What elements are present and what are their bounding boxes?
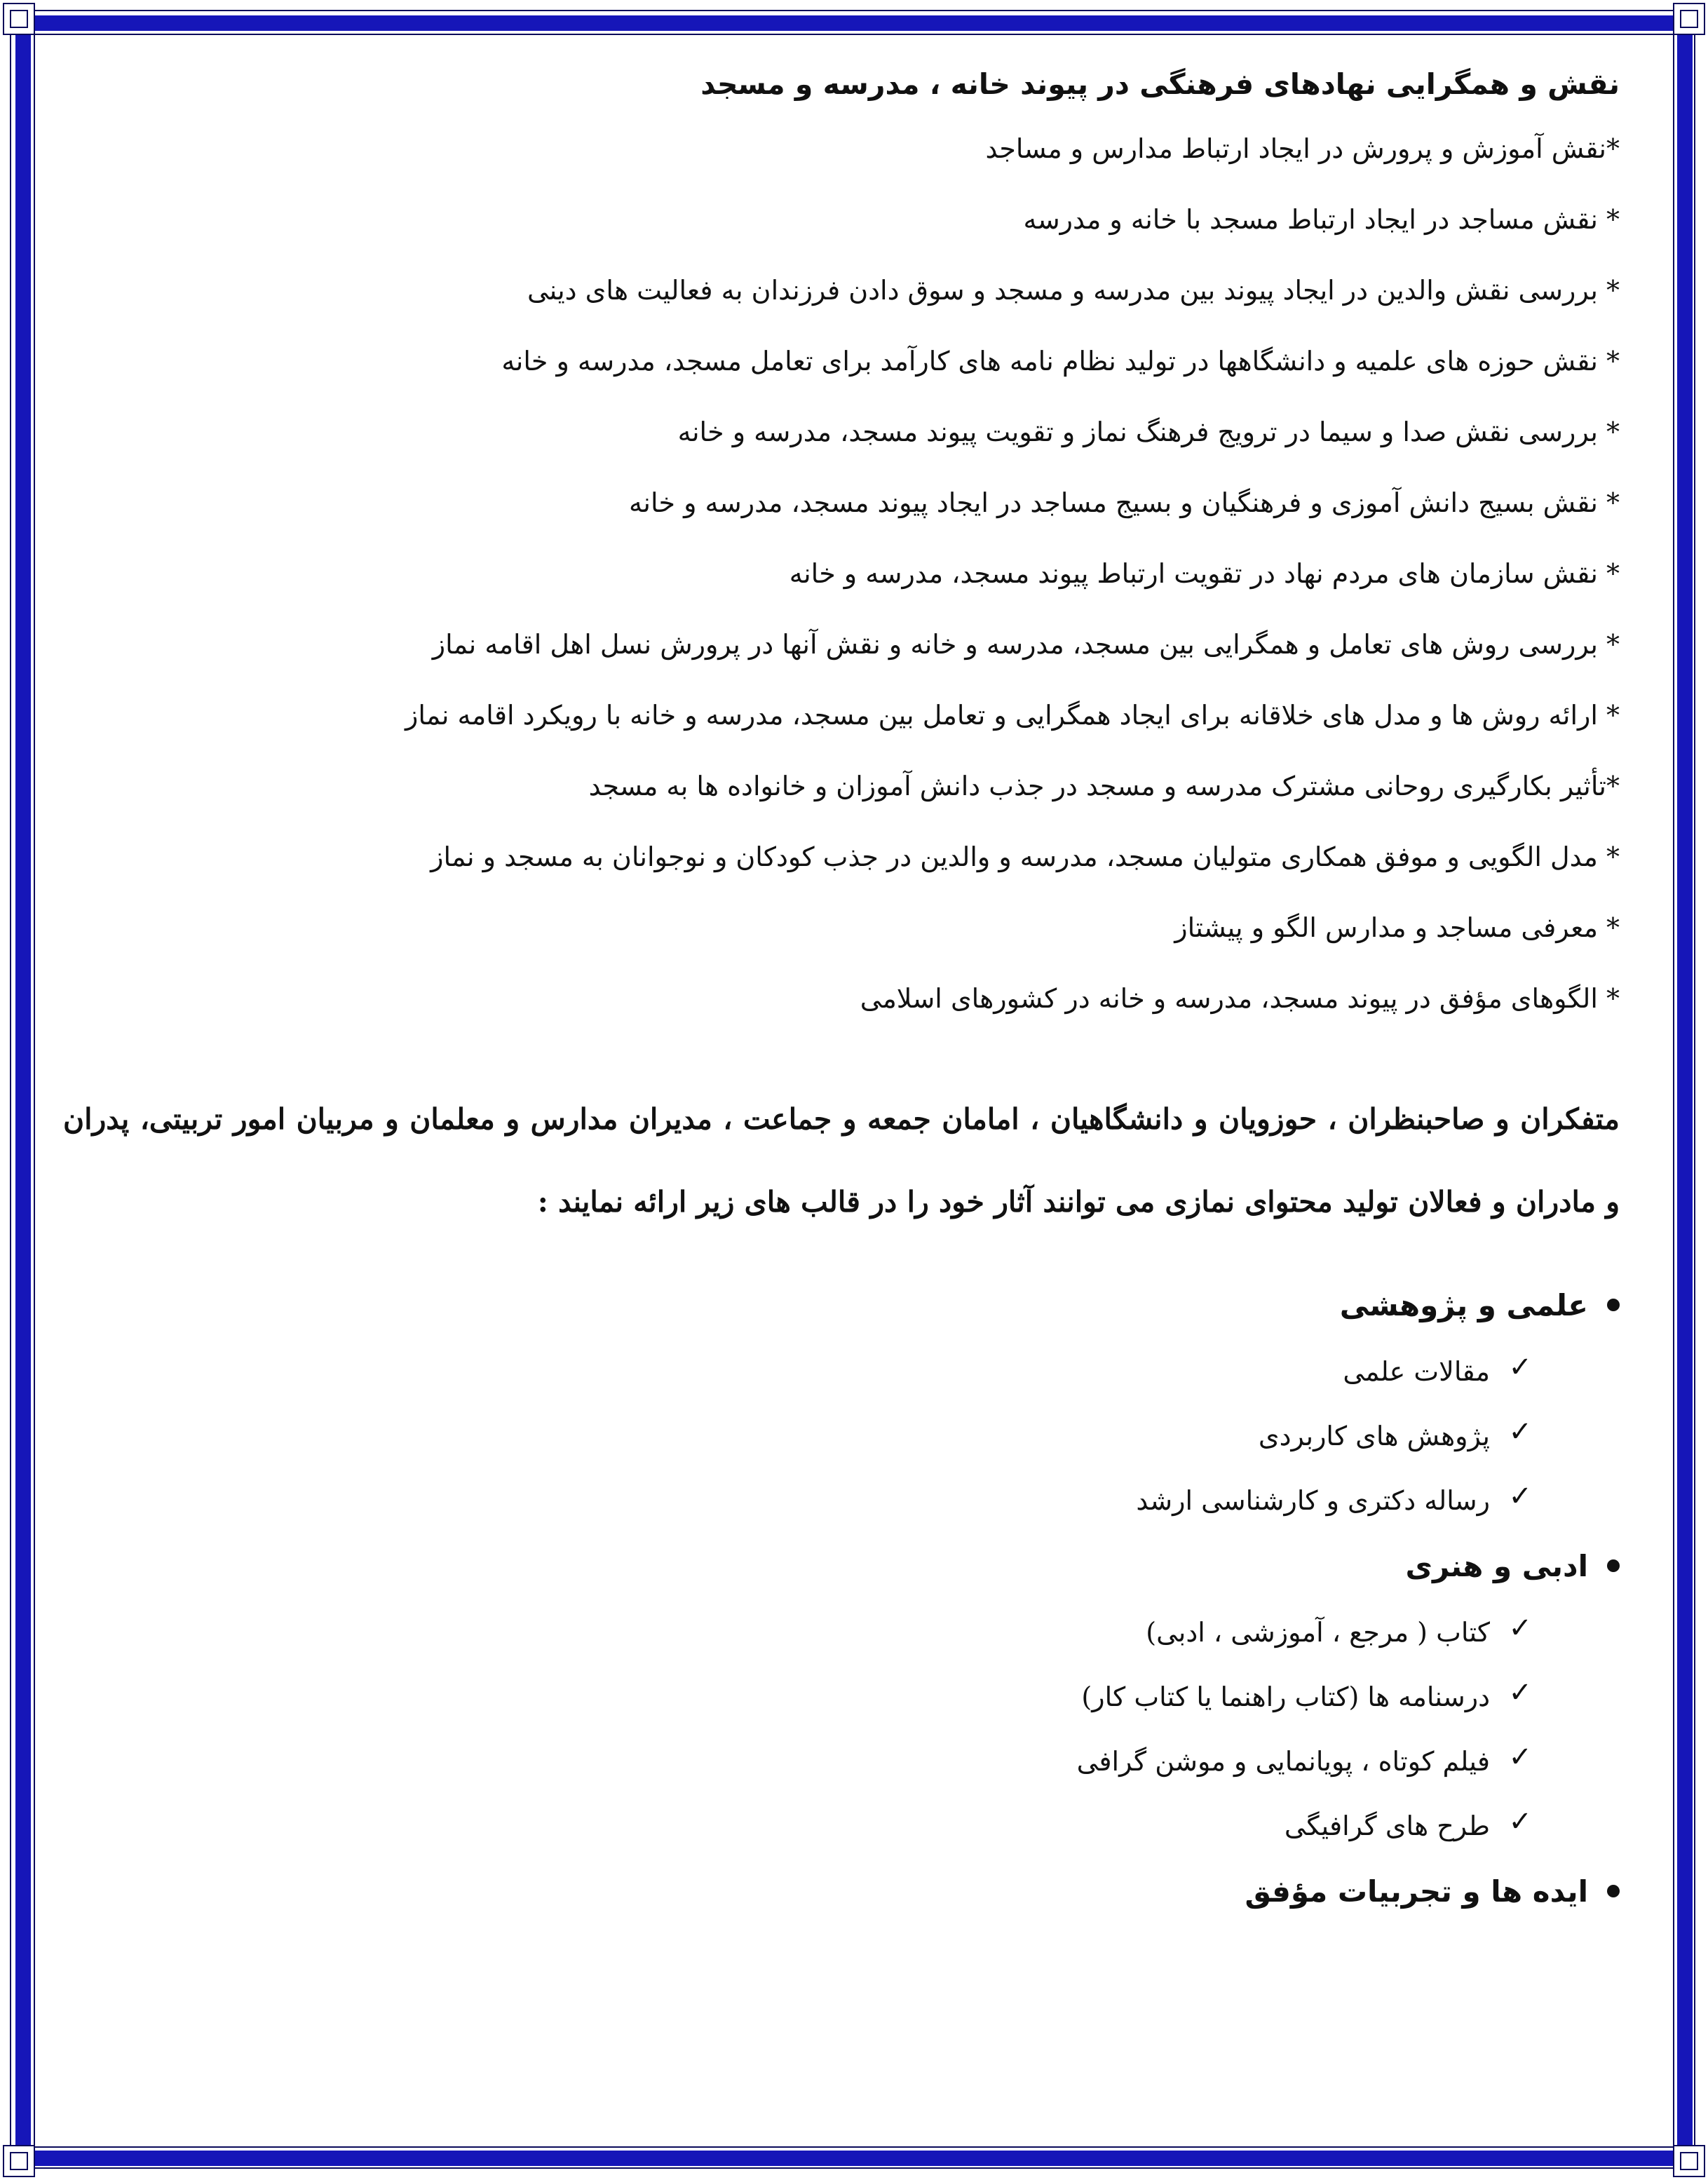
list-item-label: رساله دکتری و کارشناسی ارشد	[1136, 1485, 1490, 1516]
list-item-label: طرح های گرافیگی	[1284, 1810, 1490, 1841]
topic-item: * نقش بسیج دانش آموزی و فرهنگیان و بسیج مساجد در ایجاد پیوند مسجد، مدرسه و خانه	[629, 487, 1620, 518]
list-item	[63, 1665, 1620, 1729]
list-item	[63, 1794, 1620, 1858]
topic-list	[63, 114, 1620, 1034]
check-icon: ✓	[1508, 1741, 1532, 1773]
list-item-label: پژوهش های کاربردی	[1258, 1421, 1490, 1451]
bullet-icon	[1607, 1559, 1620, 1572]
topic-item: *تأثیر بکارگیری روحانی مشترک مدرسه و مسجد در جذب دانش آموزان و خانواده ها به مسجد	[588, 771, 1620, 801]
page-heading: نقش و همگرایی نهادهای فرهنگی در پیوند خانه ، مدرسه و مسجد	[700, 67, 1620, 101]
format-list	[63, 1272, 1620, 1925]
category-label: علمی و پژوهشی	[1339, 1288, 1588, 1322]
check-icon: ✓	[1508, 1480, 1532, 1512]
list-item-label: فیلم کوتاه ، پویانمایی و موشن گرافی	[1076, 1746, 1490, 1777]
topic-item: * معرفی مساجد و مدارس الگو و پیشتاز	[1174, 912, 1620, 943]
sub-list	[63, 1339, 1620, 1533]
border-corner-ornament	[0, 2138, 42, 2180]
topic-item: * نقش سازمان های مردم نهاد در تقویت ارتباط پیوند مسجد، مدرسه و خانه	[789, 558, 1620, 589]
check-icon: ✓	[1508, 1806, 1532, 1838]
category-science	[63, 1272, 1620, 1533]
category-label: ایده ها و تجربیات مؤفق	[1245, 1874, 1588, 1909]
check-icon: ✓	[1508, 1677, 1532, 1709]
category-ideas	[63, 1858, 1620, 1925]
border-corner-ornament	[1666, 2138, 1708, 2180]
topic-item: * مدل الگویی و موفق همکاری متولیان مسجد، مدرسه و والدین در جذب کودکان و نوجوانان به مسجد و نماز	[431, 841, 1620, 872]
list-item	[63, 1404, 1620, 1468]
check-icon: ✓	[1508, 1351, 1532, 1383]
topic-item: * نقش مساجد در ایجاد ارتباط مسجد با خانه و مدرسه	[1023, 204, 1620, 235]
topic-item: *نقش آموزش و پرورش در ایجاد ارتباط مدارس و مساجد	[985, 133, 1620, 164]
sub-list	[63, 1600, 1620, 1858]
bullet-icon	[1607, 1885, 1620, 1897]
intro-paragraph: متفکران و صاحبنظران ، حوزویان و دانشگاهیان ، امامان جمعه و جماعت ، مدیران مدارس و معلمان و مربیان امور تربیتی، پدران و مادران و فعالان تولید محتوای نمازی می توانند آثار خود را در قالب های زیر ارائه نمایند :	[63, 1102, 1620, 1219]
check-icon: ✓	[1508, 1416, 1532, 1448]
bullet-icon	[1607, 1299, 1620, 1311]
border-corner-ornament	[0, 0, 42, 42]
list-item	[63, 1729, 1620, 1794]
list-item	[63, 1600, 1620, 1665]
document-body	[63, 55, 1620, 1925]
topic-item: * بررسی نقش والدین در ایجاد پیوند بین مدرسه و مسجد و سوق دادن فرزندان به فعالیت های دینی	[527, 275, 1620, 306]
topic-item: * بررسی نقش صدا و سیما در ترویج فرهنگ نماز و تقویت پیوند مسجد، مدرسه و خانه	[677, 417, 1620, 447]
border-corner-ornament	[1666, 0, 1708, 42]
topic-item: * بررسی روش های تعامل و همگرایی بین مسجد، مدرسه و خانه و نقش آنها در پرورش نسل اهل اقامه نماز	[432, 629, 1620, 660]
category-arts	[63, 1533, 1620, 1858]
list-item-label: کتاب ( مرجع ، آموزشی ، ادبی)	[1146, 1617, 1490, 1648]
list-item	[63, 1339, 1620, 1404]
list-item-label: درسنامه ها (کتاب راهنما یا کتاب کار)	[1081, 1681, 1490, 1712]
topic-item: * ارائه روش ها و مدل های خلاقانه برای ایجاد همگرایی و تعامل بین مسجد، مدرسه و خانه با رویکرد اقامه نماز	[405, 700, 1620, 731]
topic-item: * الگوهای مؤفق در پیوند مسجد، مدرسه و خانه در کشورهای اسلامی	[860, 983, 1620, 1014]
list-item-label: مقالات علمی	[1343, 1356, 1490, 1387]
list-item	[63, 1468, 1620, 1533]
check-icon: ✓	[1508, 1612, 1532, 1644]
category-label: ادبی و هنری	[1405, 1549, 1588, 1583]
topic-item: * نقش حوزه های علمیه و دانشگاهها در تولید نظام نامه های کارآمد برای تعامل مسجد، مدرسه و خانه	[501, 346, 1620, 377]
